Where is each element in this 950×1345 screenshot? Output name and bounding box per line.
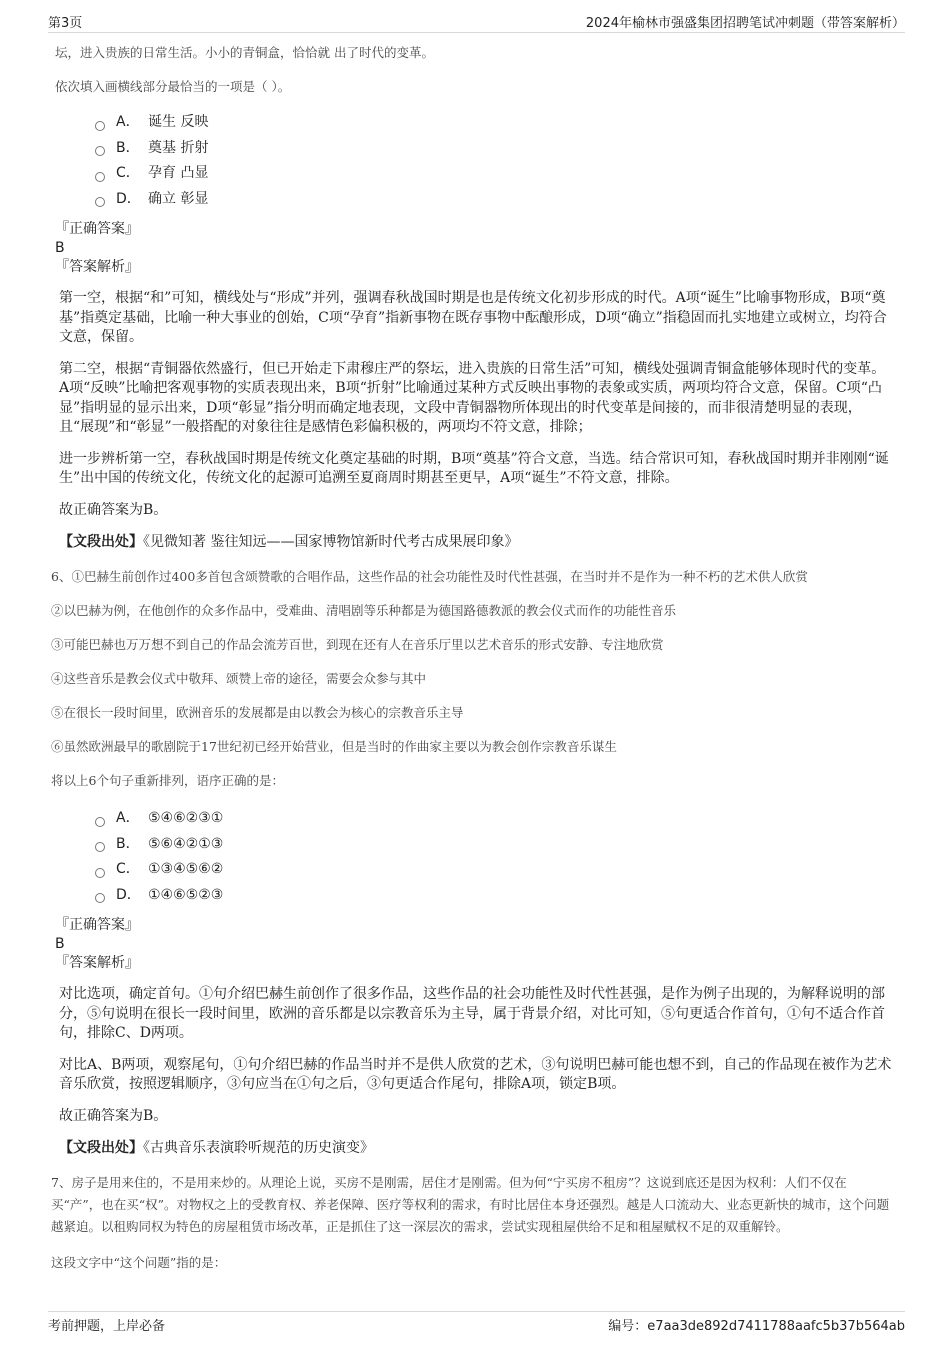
q5-prompt: 依次填入画横线部分最恰当的一项是（ ）。	[55, 79, 291, 94]
option-letter: B．	[116, 139, 140, 156]
source-text: 《古典音乐表演聆听规范的历史演变》	[143, 1140, 374, 1156]
option-letter: C．	[116, 165, 140, 182]
q6-sentence-3: ③可能巴赫也万万想不到自己的作品会流芳百世，到现在还有人在音乐厅里以艺术音乐的形式安静、专注地欣赏	[51, 637, 664, 652]
q6-sentence-2: ②以巴赫为例，在他创作的众多作品中，受难曲、清唱剧等乐种都是为德国路德教派的教会仪式而作的功能性音乐	[51, 603, 677, 618]
q5-analysis-3: 进一步辨析第一空，春秋战国时期是传统文化奠定基础的时期，B项“奠基”符合文意，当选。结合常识可知，春秋战国时期并非刚刚“诞生”出中国的传统文化，传统文化的起源可追溯至夏商周时期甚至更早，A项“诞生”不符文意，排除。	[59, 450, 889, 486]
option-text: ⑤⑥④②①③	[148, 835, 224, 852]
option-text: 诞生 反映	[148, 114, 209, 131]
code-value: e7aa3de892d7411788aafc5b37b564ab	[647, 1319, 905, 1334]
code-label: 编号：	[608, 1319, 648, 1334]
q5-answer: B	[55, 240, 65, 256]
q5-option-b[interactable]	[95, 136, 895, 162]
option-letter: C．	[116, 861, 140, 878]
q6-sentence-5: ⑤在很长一段时间里，欧洲音乐的发展都是由以教会为核心的宗教音乐主导	[51, 705, 464, 720]
q6-option-b[interactable]	[95, 832, 895, 858]
q6-analysis-3: 故正确答案为B。	[59, 1107, 168, 1124]
q7-text: 7、房子是用来住的，不是用来炒的。从理论上说，买房不是刚需，居住才是刚需。但为何“宁买房不租房”？这说到底还是因为权利：人们不仅在买“产”，也在买“权”。对物权之上的受教育权、养老保障、医疗等权利的需求，有时比居住本身还强烈。越是人口流动大、业态更新快的城市，这个问题越紧迫。以租购同权为特色的房屋租赁市场改革，正是抓住了这一深层次的需求，尝试实现租屋供给不足和租屋赋权不足的双重解铃。	[51, 1175, 890, 1234]
q7-prompt: 这段文字中“这个问题”指的是：	[51, 1255, 227, 1270]
q6-prompt: 将以上6个句子重新排列，语序正确的是：	[51, 773, 284, 788]
q6-sentence-4: ④这些音乐是教会仪式中敬拜、颂赞上帝的途径，需要会众参与其中	[51, 671, 427, 686]
q6-analysis-1: 对比选项，确定首句。①句介绍巴赫生前创作了很多作品，这些作品的社会功能性及时代性甚强，是作为例子出现的，为解释说明的部分，⑤句说明在很长一段时间里，欧洲的音乐都是以宗教音乐为主导，属于背景介绍，对比可知，⑤句更适合作首句，①句不适合作首句，排除C、D两项。	[59, 986, 885, 1041]
option-text: ①③④⑤⑥②	[148, 861, 224, 878]
q6-analysis-2: 对比A、B两项，观察尾句，①句介绍巴赫的作品当时并不是供人欣赏的艺术，③句说明巴赫可能也想不到，自己的作品现在被作为艺术音乐欣赏，按照逻辑顺序，③句应当在①句之后，③句更适合作尾句，排除A项，锁定B项。	[59, 1056, 892, 1092]
q6-sentence-6: ⑥虽然欧洲最早的歌剧院于17世纪初已经开始营业，但是当时的作曲家主要以为教会创作宗教音乐谋生	[51, 739, 617, 754]
q5-analysis-2: 第二空，根据“青铜器依然盛行，但已开始走下肃穆庄严的祭坛，进入贵族的日常生活”可知，横线处强调青铜盒能够体现时代的变革。A项“反映”比喻把客观事物的实质表现出来，B项“折射”比喻通过某种方式反映出事物的表象或实质，两项均符合文意，保留。C项“凸显”指明显的显示出来，D项“彰显”指分明而确定地表现，文段中青铜器物所体现出的时代变革是间接的，而非很清楚明显的表现，且“展现”和“彰显”一般搭配的对象往往是感情色彩偏积极的，两项均不符文意，排除；	[59, 360, 886, 435]
option-text: 孕育 凸显	[148, 165, 209, 182]
q5-option-d[interactable]	[95, 187, 895, 213]
radio-icon[interactable]	[95, 817, 105, 827]
footer-slogan: 考前押题，上岸必备	[48, 1319, 166, 1334]
radio-icon[interactable]	[95, 842, 105, 852]
q5-option-a[interactable]	[95, 110, 895, 136]
q5-text-tail: 坛，进入贵族的日常生活。小小的青铜盒，恰恰就 出了时代的变革。	[55, 45, 434, 60]
document-title: 2024年榆林市强盛集团招聘笔试冲刺题（带答案解析）	[585, 16, 905, 31]
option-text: 确立 彰显	[148, 190, 209, 207]
q6-answer: B	[55, 936, 65, 952]
footer-code	[608, 1315, 905, 1334]
q6-option-a[interactable]	[95, 806, 895, 832]
option-text: 奠基 折射	[148, 139, 209, 156]
q5-source	[59, 532, 895, 552]
radio-icon[interactable]	[95, 868, 105, 878]
q5-answer-label: 『正确答案』	[55, 221, 139, 237]
q6-analysis-label: 『答案解析』	[55, 955, 139, 971]
option-letter: A．	[116, 114, 140, 131]
page-header	[48, 10, 905, 33]
q6-option-c[interactable]	[95, 857, 895, 883]
q5-option-c[interactable]	[95, 161, 895, 187]
q5-options	[95, 110, 895, 212]
page-number: 第3页	[48, 16, 83, 31]
q6-options	[95, 806, 895, 908]
radio-icon[interactable]	[95, 893, 105, 903]
page-footer	[48, 1311, 905, 1336]
q5-analysis-1: 第一空，根据“和”可知，横线处与“形成”并列，强调春秋战国时期是也是传统文化初步形成的时代。A项“诞生”比喻事物形成，B项“奠基”指奠定基础，比喻一种大事业的创始，C项“孕育”指新事物在既存事物中酝酿形成，D项“确立”指稳固而扎实地建立或树立，均符合文意，保留。	[59, 290, 887, 345]
q6-source	[59, 1138, 895, 1158]
radio-icon[interactable]	[95, 197, 105, 207]
radio-icon[interactable]	[95, 146, 105, 156]
option-letter: D．	[116, 886, 141, 903]
q5-analysis-label: 『答案解析』	[55, 259, 139, 275]
option-letter: A．	[116, 810, 140, 827]
source-text: 《见微知著 鉴往知远——国家博物馆新时代考古成果展印象》	[143, 534, 519, 550]
q6-option-d[interactable]	[95, 883, 895, 909]
q6-sentence-1: 6、①巴赫生前创作过400多首包含颂赞歌的合唱作品，这些作品的社会功能性及时代性甚强，在当时并不是作为一种不朽的艺术供人欣赏	[51, 569, 808, 584]
radio-icon[interactable]	[95, 121, 105, 131]
source-label: 【文段出处】	[59, 534, 143, 550]
option-text: ①④⑥⑤②③	[148, 886, 224, 903]
option-letter: D．	[116, 190, 141, 207]
q5-analysis-4: 故正确答案为B。	[59, 501, 168, 518]
source-label: 【文段出处】	[59, 1140, 143, 1156]
option-text: ⑤④⑥②③①	[148, 810, 224, 827]
radio-icon[interactable]	[95, 172, 105, 182]
page-content	[51, 40, 895, 1274]
option-letter: B．	[116, 835, 140, 852]
q6-answer-label: 『正确答案』	[55, 917, 139, 933]
